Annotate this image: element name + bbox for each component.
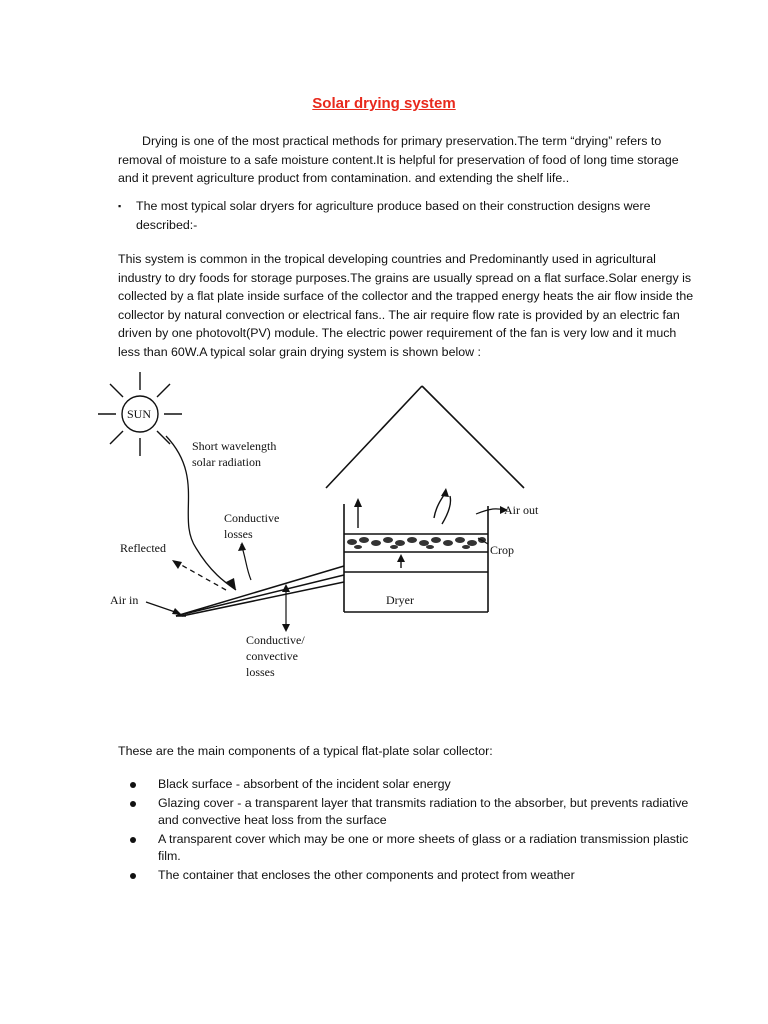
components-heading: These are the main components of a typical flat-plate solar collector: [118,744,493,758]
list-item: The container that encloses the other components and protect from weather [130,867,690,885]
conductive-convective-label: Conductive/ [246,633,305,647]
body-paragraph: This system is common in the tropical developing countries and Predominantly used in agricultural industry to dry foods for storage purposes.The grains are usually spread on a flat surface.Solar energy is collected by a flat plate inside surface of the collector and the trapped energy heats the air flow inside the collector by natural convection or electrical fans.. The air require flow rate is provided by an electric fan driven by one photovolt(PV) module. The electric power requirement of the fan is very low and it much less than 60W.A typical solar grain drying system is shown below : [118,252,694,359]
intro-paragraph: Drying is one of the most practical methods for primary preservation.The term “drying” refers to removal of moisture to a safe moisture content.It is helpful for preservation of food of long time storage and it prevent agriculture product from contamination. and extending the shelf life.. [118,134,679,185]
list-item: Glazing cover - a transparent layer that transmits radiation to the absorber, but prevents radiative and convective heat loss from the surface [130,795,690,830]
square-bullet-icon: ▪ [118,201,122,211]
sun-label: SUN [127,407,152,421]
bullet-dot-icon [130,801,136,807]
bullet-dot-icon [130,782,136,788]
air-flow-arrows [358,492,451,568]
dryer-label: Dryer [386,593,414,607]
crop-label: Crop [490,543,514,557]
convective-label: convective [246,649,298,663]
bullet-dot-icon [130,837,136,843]
page-title: Solar drying system [312,95,456,112]
components-list [130,776,690,885]
bullet-dot-icon [130,873,136,879]
solar-collector [176,566,344,616]
crop-layer [347,537,486,549]
conductive-losses-label-2: losses [224,527,253,541]
conductive-losses-label: Conductive [224,511,280,525]
reflected-label: Reflected [120,541,166,555]
air-out-label: Air out [504,503,539,517]
short-wavelength-label: Short wavelength [192,439,277,453]
solar-dryer-diagram [96,368,566,686]
bullet-text: The most typical solar dryers for agriculture produce based on their construction designs were described:- [136,199,651,232]
list-item: A transparent cover which may be one or more sheets of glass or a radiation transmission plastic film. [130,831,690,866]
solar-radiation-label: solar radiation [192,455,261,469]
air-in-label: Air in [110,593,139,607]
dryer-house [326,386,524,612]
list-item: Black surface - absorbent of the incident solar energy [130,776,690,794]
losses-label: losses [246,665,275,679]
